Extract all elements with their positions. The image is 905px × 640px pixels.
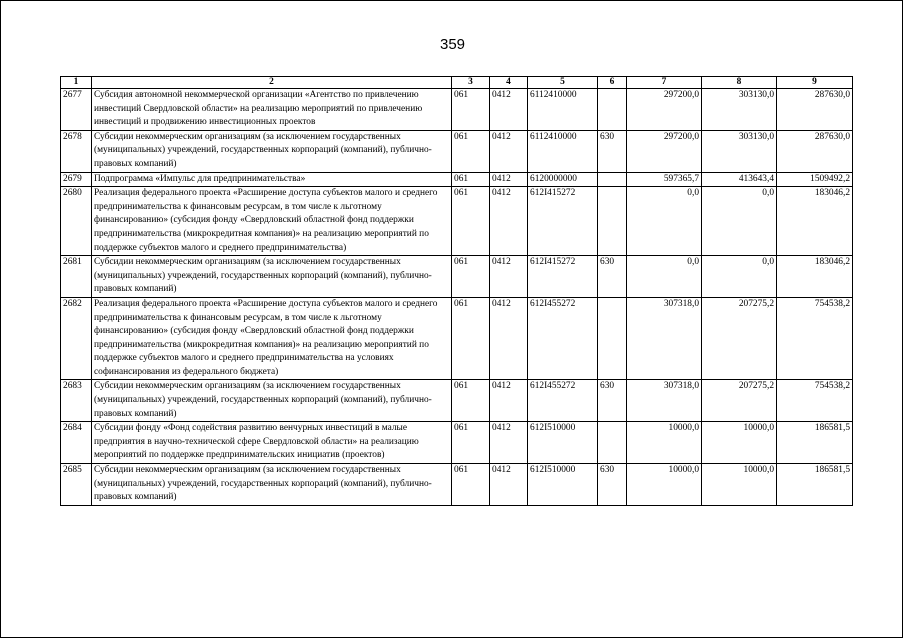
row-number-cell: 2683 (61, 380, 92, 422)
amount-year3-cell: 183046,2 (777, 187, 853, 256)
amount-year2-cell: 207275,2 (702, 380, 777, 422)
budget-table (60, 76, 853, 506)
ved-code-cell: 061 (452, 380, 490, 422)
amount-year3-cell: 287630,0 (777, 130, 853, 172)
expense-type-cell: 630 (598, 130, 627, 172)
page-number: 359 (439, 36, 466, 53)
row-number-cell: 2682 (61, 297, 92, 380)
column-header: 2 (92, 77, 452, 89)
amount-year2-cell: 303130,0 (702, 89, 777, 131)
ved-code-cell: 061 (452, 422, 490, 464)
expense-type-cell: 630 (598, 380, 627, 422)
row-name-cell: Субсидии некоммерческим организациям (за исключением государственных (муниципальных) учреждений, государственных корпораций (компаний), публично-правовых компаний) (92, 380, 452, 422)
section-code-cell: 0412 (490, 256, 528, 298)
ved-code-cell: 061 (452, 130, 490, 172)
expense-type-cell: 630 (598, 464, 627, 506)
target-article-cell: 612I455272 (528, 380, 598, 422)
amount-year3-cell: 754538,2 (777, 380, 853, 422)
amount-year2-cell: 10000,0 (702, 464, 777, 506)
section-code-cell: 0412 (490, 297, 528, 380)
table-row (61, 422, 853, 464)
column-header: 4 (490, 77, 528, 89)
amount-year3-cell: 186581,5 (777, 464, 853, 506)
expense-type-cell (598, 187, 627, 256)
column-header: 9 (777, 77, 853, 89)
row-number-cell: 2685 (61, 464, 92, 506)
column-header: 6 (598, 77, 627, 89)
amount-year3-cell: 1509492,2 (777, 172, 853, 187)
amount-year2-cell: 207275,2 (702, 297, 777, 380)
row-name-cell: Субсидии некоммерческим организациям (за исключением государственных (муниципальных) учреждений, государственных корпораций (компаний), публично-правовых компаний) (92, 130, 452, 172)
target-article-cell: 612I510000 (528, 464, 598, 506)
amount-year1-cell: 297200,0 (627, 89, 702, 131)
target-article-cell: 612I510000 (528, 422, 598, 464)
row-name-cell: Подпрограмма «Импульс для предпринимательства» (92, 172, 452, 187)
ved-code-cell: 061 (452, 89, 490, 131)
table-body (61, 89, 853, 506)
amount-year1-cell: 307318,0 (627, 380, 702, 422)
ved-code-cell: 061 (452, 464, 490, 506)
column-header: 5 (528, 77, 598, 89)
target-article-cell: 6112410000 (528, 89, 598, 131)
column-header: 1 (61, 77, 92, 89)
amount-year2-cell: 303130,0 (702, 130, 777, 172)
amount-year1-cell: 0,0 (627, 187, 702, 256)
amount-year2-cell: 413643,4 (702, 172, 777, 187)
expense-type-cell (598, 422, 627, 464)
expense-type-cell: 630 (598, 256, 627, 298)
row-number-cell: 2684 (61, 422, 92, 464)
amount-year2-cell: 0,0 (702, 187, 777, 256)
section-code-cell: 0412 (490, 130, 528, 172)
expense-type-cell (598, 89, 627, 131)
row-name-cell: Реализация федерального проекта «Расширение доступа субъектов малого и среднего предпринимательства к финансовым ресурсам, в том числе к льготному финансированию» (субсидия фонду «Свердловский областной фонд поддержки предпринимательства (микрокредитная компания)» на реализацию мероприятий по поддержке субъектов малого и среднего предпринимательства на условиях софинансирования из федерального бюджета) (92, 297, 452, 380)
section-code-cell: 0412 (490, 380, 528, 422)
ved-code-cell: 061 (452, 187, 490, 256)
table-row (61, 172, 853, 187)
amount-year2-cell: 10000,0 (702, 422, 777, 464)
amount-year1-cell: 297200,0 (627, 130, 702, 172)
expense-type-cell (598, 172, 627, 187)
row-name-cell: Субсидии фонду «Фонд содействия развитию венчурных инвестиций в малые предприятия в научно-технической сфере Свердловской области» на реализацию мероприятий по поддержке предпринимательских инициатив (проектов) (92, 422, 452, 464)
amount-year3-cell: 186581,5 (777, 422, 853, 464)
table-row (61, 297, 853, 380)
column-header: 3 (452, 77, 490, 89)
amount-year1-cell: 597365,7 (627, 172, 702, 187)
ved-code-cell: 061 (452, 172, 490, 187)
table-row (61, 256, 853, 298)
amount-year2-cell: 0,0 (702, 256, 777, 298)
ved-code-cell: 061 (452, 256, 490, 298)
row-name-cell: Реализация федерального проекта «Расширение доступа субъектов малого и среднего предпринимательства к финансовым ресурсам, в том числе к льготному финансированию» (субсидия фонду «Свердловский областной фонд поддержки предпринимательства (микрокредитная компания)» на реализацию мероприятий по поддержке субъектов малого и среднего предпринимательства) (92, 187, 452, 256)
section-code-cell: 0412 (490, 187, 528, 256)
amount-year1-cell: 307318,0 (627, 297, 702, 380)
table-row (61, 89, 853, 131)
row-name-cell: Субсидия автономной некоммерческой организации «Агентство по привлечению инвестиций Свердловской области» на реализацию мероприятий по привлечению инвестиций и продвижению инвестиционных проектов (92, 89, 452, 131)
section-code-cell: 0412 (490, 89, 528, 131)
row-name-cell: Субсидии некоммерческим организациям (за исключением государственных (муниципальных) учреждений, государственных корпораций (компаний), публично-правовых компаний) (92, 464, 452, 506)
table-row (61, 130, 853, 172)
row-number-cell: 2678 (61, 130, 92, 172)
table-row (61, 380, 853, 422)
row-number-cell: 2679 (61, 172, 92, 187)
row-number-cell: 2677 (61, 89, 92, 131)
column-header: 8 (702, 77, 777, 89)
ved-code-cell: 061 (452, 297, 490, 380)
column-header: 7 (627, 77, 702, 89)
section-code-cell: 0412 (490, 422, 528, 464)
row-name-cell: Субсидии некоммерческим организациям (за исключением государственных (муниципальных) учреждений, государственных корпораций (компаний), публично-правовых компаний) (92, 256, 452, 298)
amount-year1-cell: 10000,0 (627, 422, 702, 464)
target-article-cell: 6120000000 (528, 172, 598, 187)
expense-type-cell (598, 297, 627, 380)
section-code-cell: 0412 (490, 464, 528, 506)
amount-year3-cell: 754538,2 (777, 297, 853, 380)
target-article-cell: 6112410000 (528, 130, 598, 172)
target-article-cell: 612I415272 (528, 187, 598, 256)
amount-year3-cell: 287630,0 (777, 89, 853, 131)
table-row (61, 187, 853, 256)
row-number-cell: 2681 (61, 256, 92, 298)
target-article-cell: 612I455272 (528, 297, 598, 380)
row-number-cell: 2680 (61, 187, 92, 256)
section-code-cell: 0412 (490, 172, 528, 187)
amount-year1-cell: 0,0 (627, 256, 702, 298)
table-header-row (61, 77, 853, 89)
target-article-cell: 612I415272 (528, 256, 598, 298)
table-row (61, 464, 853, 506)
amount-year3-cell: 183046,2 (777, 256, 853, 298)
amount-year1-cell: 10000,0 (627, 464, 702, 506)
